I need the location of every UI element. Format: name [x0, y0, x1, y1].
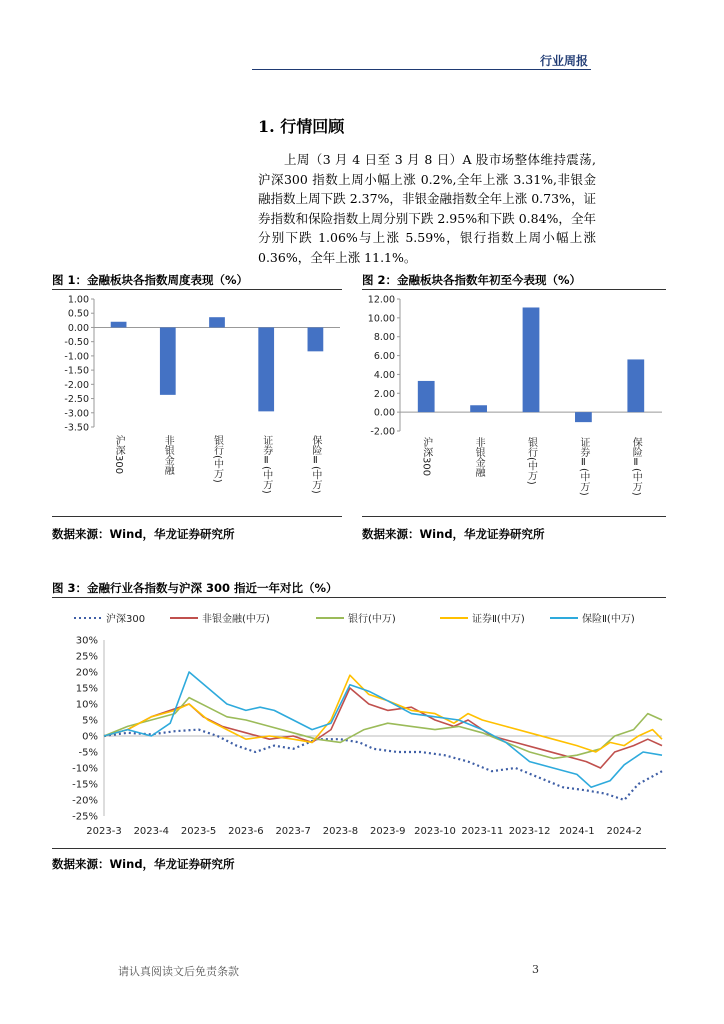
fig1-category-label: 银行(中万) — [211, 435, 223, 483]
fig1-y-tick-label: 0.00 — [67, 322, 89, 334]
fig2-y-tick-label: -2.00 — [370, 426, 395, 438]
figure1-caption: 图 1：金融板块各指数周度表现（%） — [52, 273, 249, 287]
fig3-x-tick-label: 2024-2 — [606, 826, 642, 837]
disclaimer-note: 请认真阅读文后免责条款 — [118, 965, 239, 978]
fig1-bar — [160, 327, 176, 394]
fig2-category-label: 证券Ⅱ(中万) — [577, 437, 589, 496]
fig3-x-tick-label: 2023-5 — [180, 826, 217, 837]
fig3-y-tick-label: 30% — [75, 635, 98, 647]
page-number: 3 — [532, 963, 539, 976]
figure1-source: 数据来源：Wind，华龙证券研究所 — [52, 527, 235, 541]
fig2-category-label: 保险Ⅱ(中万) — [630, 437, 642, 496]
fig2-bar — [575, 412, 592, 422]
figure1-top-rule — [52, 289, 342, 290]
fig3-series-line — [104, 675, 662, 752]
fig3-x-tick-label: 2023-6 — [228, 826, 264, 837]
fig1-y-tick-label: -2.00 — [64, 379, 89, 391]
fig3-y-tick-label: -20% — [72, 795, 98, 807]
section-title: 1. 行情回顾 — [258, 117, 345, 136]
fig3-y-tick-label: -25% — [72, 811, 98, 823]
fig3-legend-label: 非银金融(中万) — [202, 614, 270, 625]
figure2-caption: 图 2：金融板块各指数年初至今表现（%） — [362, 273, 582, 287]
fig3-series-line — [104, 698, 662, 759]
fig1-y-tick-label: 1.00 — [67, 294, 89, 306]
fig1-category-label: 保险Ⅱ(中万) — [309, 435, 321, 494]
fig1-bar — [308, 327, 324, 351]
fig2-category-label: 沪深300 — [420, 437, 432, 477]
fig2-y-tick-label: 6.00 — [373, 351, 395, 363]
fig3-legend-label: 银行(中万) — [348, 614, 396, 625]
fig1-bar — [258, 327, 274, 411]
figure3-source: 数据来源：Wind，华龙证券研究所 — [52, 857, 235, 871]
fig2-y-tick-label: 8.00 — [373, 332, 395, 344]
fig3-y-tick-label: 25% — [75, 651, 98, 663]
figure3-top-rule — [52, 597, 666, 598]
fig3-y-tick-label: 15% — [75, 683, 98, 695]
fig3-y-tick-label: -15% — [72, 779, 98, 791]
fig3-legend-label: 证券Ⅱ(中万) — [472, 614, 525, 625]
fig3-y-tick-label: 20% — [75, 667, 98, 679]
figure3-line-chart — [52, 603, 666, 843]
fig2-bar — [627, 359, 644, 412]
fig1-bar — [111, 322, 127, 328]
fig3-x-tick-label: 2023-4 — [133, 826, 169, 837]
figure2-top-rule — [362, 289, 666, 290]
fig2-bar — [523, 307, 540, 412]
fig1-y-tick-label: 0.50 — [67, 308, 89, 320]
figure1-bar-chart — [52, 292, 344, 514]
fig1-y-tick-label: -3.50 — [64, 422, 89, 434]
fig3-y-tick-label: -5% — [78, 747, 98, 759]
fig1-category-label: 沪深300 — [113, 435, 125, 475]
fig3-y-tick-label: 5% — [82, 715, 98, 727]
figure2-source: 数据来源：Wind，华龙证券研究所 — [362, 527, 545, 541]
fig2-category-label: 非银金融 — [473, 437, 485, 477]
fig1-category-label: 证券Ⅱ(中万) — [260, 435, 272, 494]
fig3-y-tick-label: -10% — [72, 763, 98, 775]
fig2-y-tick-label: 12.00 — [367, 294, 395, 306]
fig2-y-tick-label: 4.00 — [373, 369, 395, 381]
fig1-y-tick-label: -1.00 — [64, 351, 89, 363]
fig1-y-tick-label: -3.00 — [64, 408, 89, 420]
fig1-y-tick-label: -1.50 — [64, 365, 89, 377]
fig2-bar — [418, 381, 435, 412]
fig1-bar — [209, 317, 225, 327]
fig2-category-label: 银行(中万) — [525, 437, 537, 485]
figure3-caption: 图 3：金融行业各指数与沪深 300 指近一年对比（%） — [52, 581, 338, 595]
report-type-label: 行业周报 — [540, 54, 589, 68]
figure1-bottom-rule — [52, 516, 342, 517]
fig3-x-tick-label: 2023-9 — [370, 826, 406, 837]
fig3-x-tick-label: 2023-11 — [461, 826, 504, 837]
fig1-category-label: 非银金融 — [162, 435, 174, 475]
fig3-x-tick-label: 2023-12 — [508, 826, 551, 837]
fig1-y-tick-label: -0.50 — [64, 337, 89, 349]
fig2-y-tick-label: 10.00 — [367, 313, 395, 325]
fig3-series-line — [104, 672, 662, 787]
fig3-x-tick-label: 2023-3 — [86, 826, 122, 837]
fig3-legend-label: 沪深300 — [106, 614, 146, 625]
fig2-y-tick-label: 0.00 — [373, 407, 395, 419]
fig3-x-tick-label: 2023-8 — [322, 826, 359, 837]
fig3-series-line — [104, 730, 662, 800]
figure3-bottom-rule — [52, 848, 666, 849]
fig2-y-tick-label: 2.00 — [373, 388, 395, 400]
figure2-bottom-rule — [362, 516, 666, 517]
fig3-y-tick-label: 0% — [82, 731, 98, 743]
fig3-x-tick-label: 2024-1 — [559, 826, 595, 837]
fig1-y-tick-label: -2.50 — [64, 394, 89, 406]
fig3-legend-label: 保险Ⅱ(中万) — [582, 614, 635, 625]
fig3-x-tick-label: 2023-10 — [414, 826, 456, 837]
fig3-y-tick-label: 10% — [75, 699, 98, 711]
body-paragraph: 上周（3 月 4 日至 3 月 8 日）A 股市场整体维持震荡,沪深300 指数上周小幅上涨 0.2%,全年上涨 3.31%,非银金融指数上周下跌 2.37%，非银金融指数全年上涨 0.73%，证券指数和保险指数上周分别下跌 2.95%和下跌 0.84%，全年分别下跌 1.06%与上涨 5.59%，银行指数上周小幅上涨 0.36%，全年上涨 11.1%。 — [258, 152, 596, 265]
header-rule — [252, 69, 591, 70]
fig2-bar — [470, 405, 487, 412]
figure2-bar-chart — [362, 292, 666, 514]
fig3-x-tick-label: 2023-7 — [275, 826, 311, 837]
